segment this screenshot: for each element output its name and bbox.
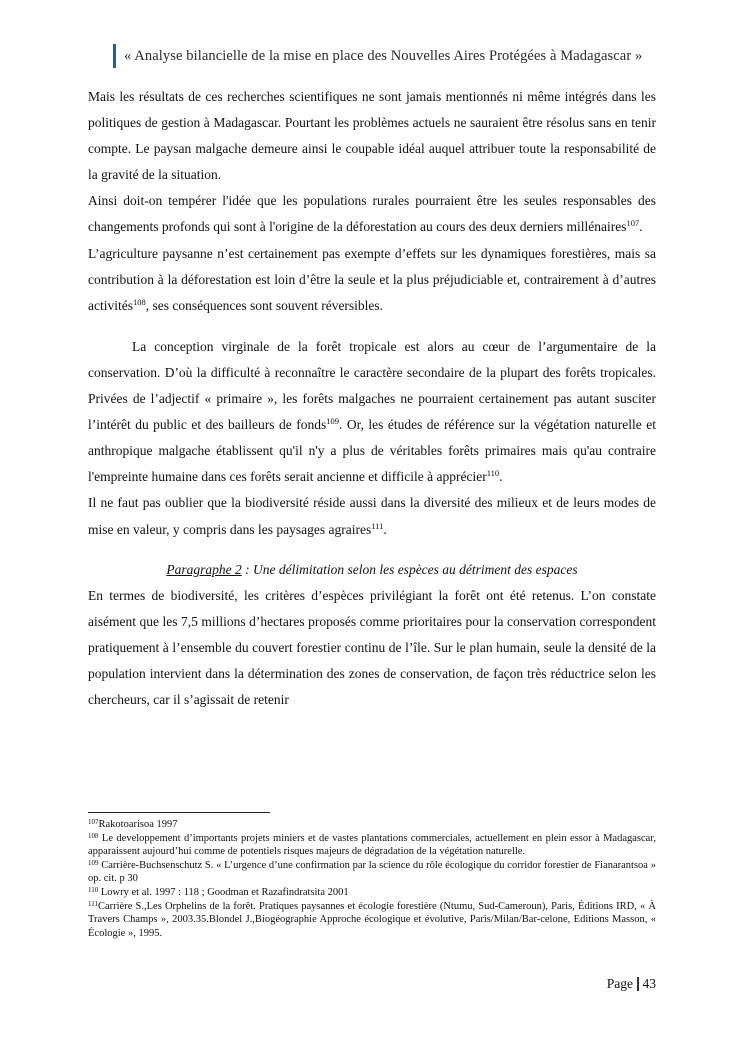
footnote-text: Le developpement d’importants projets miniers et de vastes plantations commerciales, actuellement en plein essor à Madagascar, apparaissent aujourd’hui comme de potentiels risques majeurs de dégradation de la végétation naturelle. [88,832,656,858]
footnote-ref-110[interactable]: 110 [486,468,500,479]
page-number-separator [637,977,639,991]
footnote-number: 109 [88,858,99,867]
body-text [88,84,656,713]
footnote-ref-107[interactable]: 107 [626,218,640,229]
paragraph-4-text-b: . Or, les études de référence sur la végétation naturelle et anthropique malgache établissent qu'il n'y a plus de véritables forêts primaires mais qu'au contraire l'empreinte humaine dans ces forêts serait ancienne et difficile à apprécier [88,417,656,485]
paragraph-3 [88,241,656,319]
paragraph-3-text-a: L’agriculture paysanne n’est certainement pas exempte d’effets sur les dynamiques forestières, mais sa contribution à la déforestation est loin d’être la seule et la plus préjudiciable et, contrairement à d’autres activités [88,245,656,313]
footnote-text: Lowry et al. 1997 : 118 ; Goodman et Razafindratsita 2001 [98,886,349,898]
paragraph-4-text-a: La conception virginale de la forêt tropicale est alors au cœur de l’argumentaire de la conservation. D’où la difficulté à reconnaître le caractère secondaire de la plupart des forêts tropicales. Privées de l’adjectif « primaire », les forêts malgaches ne pourraient certainement pas autant susciter l’intérêt du public et des bailleurs de fonds [88,338,656,433]
page-number: 43 [642,976,656,991]
section-heading-title: : Une délimitation selon les espèces au détriment des espaces [241,561,578,577]
paragraph-2-text: Ainsi doit-on tempérer l'idée que les populations rurales pourraient être les seules responsables des changements profonds qui sont à l'origine de la déforestation au cours des deux derniers millénaires [88,193,656,235]
paragraph-4-text-c: . [499,469,503,485]
page-number-footer [607,976,656,992]
footnote-number: 110 [88,885,99,894]
footnote-108 [88,832,656,859]
page-label: Page [606,976,633,991]
footnote-107 [88,818,656,832]
footnote-text: Rakotoarisoa 1997 [98,819,178,830]
paragraph-6: En termes de biodiversité, les critères d’espèces privilégiant la forêt ont été retenus. L’on constate aisément que les 7,5 millions d’hectares proposés comme prioritaires pour la conservation correspondent pratiquement à l’ensemble du couvert forestier continu de l’île. Sur le plan humain, seule la densité de la population intervient dans la détermination des zones de conservation, de façon très réductrice selon les chercheurs, car il s’agissait de retenir [88,587,656,707]
footnote-ref-108[interactable]: 108 [132,296,146,307]
paragraph-5-text-b: . [383,521,387,537]
section-heading-label: Paragraphe 2 [166,561,242,577]
footnote-text: Carrière-Buchsenschutz S. « L’urgence d’une confirmation par la science du rôle écologique du corridor forestier de Fianarantsoa » op. cit. p 30 [88,859,656,885]
footnote-separator [88,812,270,813]
footnote-111 [88,900,656,941]
paragraph-2-end: . [639,219,643,235]
paragraph-2 [88,188,656,240]
footnote-number: 111 [88,899,98,908]
footnote-text: Carrière S.,Les Orphelins de la forêt. Pratiques paysannes et écologie forestière (Ntumu, Sud-Cameroun), Paris, Éditions IRD, « À Travers Champs », 2003.35.Blondel J.,Biogéographie Approche écologique et évolutive, Paris/Milan/Bar-celone, Editions Masson, « Écologie », 1995. [88,900,656,939]
footnote-number: 108 [88,831,99,840]
paragraph-3-text-b: , ses conséquences sont souvent réversibles. [145,297,384,313]
section-heading [88,557,656,583]
footnotes [88,818,656,940]
running-header [113,44,642,68]
header-accent-bar [113,44,116,68]
footnote-109 [88,859,656,886]
footnote-110 [88,886,656,900]
paragraph-5-text-a: Il ne faut pas oublier que la biodiversité réside aussi dans la diversité des milieux et de leurs modes de mise en valeur, y compris dans les paysages agraires [88,495,656,537]
footnote-number: 107 [88,818,99,826]
paragraph-4 [88,334,656,491]
footnote-ref-109[interactable]: 109 [326,416,339,427]
footnote-ref-111[interactable]: 111 [371,520,384,531]
paragraph-1: Mais les résultats de ces recherches scientifiques ne sont jamais mentionnés ni même intégrés dans les politiques de gestion à Madagascar. Pourtant les problèmes actuels ne sauraient être résolus sans en tenir compte. Le paysan malgache demeure ainsi le coupable idéal auquel attribuer toute la responsabilité de la gravité de la situation. [88,89,656,183]
paragraph-5 [88,490,656,542]
header-title: « Analyse bilancielle de la mise en place des Nouvelles Aires Protégées à Madagascar » [124,47,643,64]
